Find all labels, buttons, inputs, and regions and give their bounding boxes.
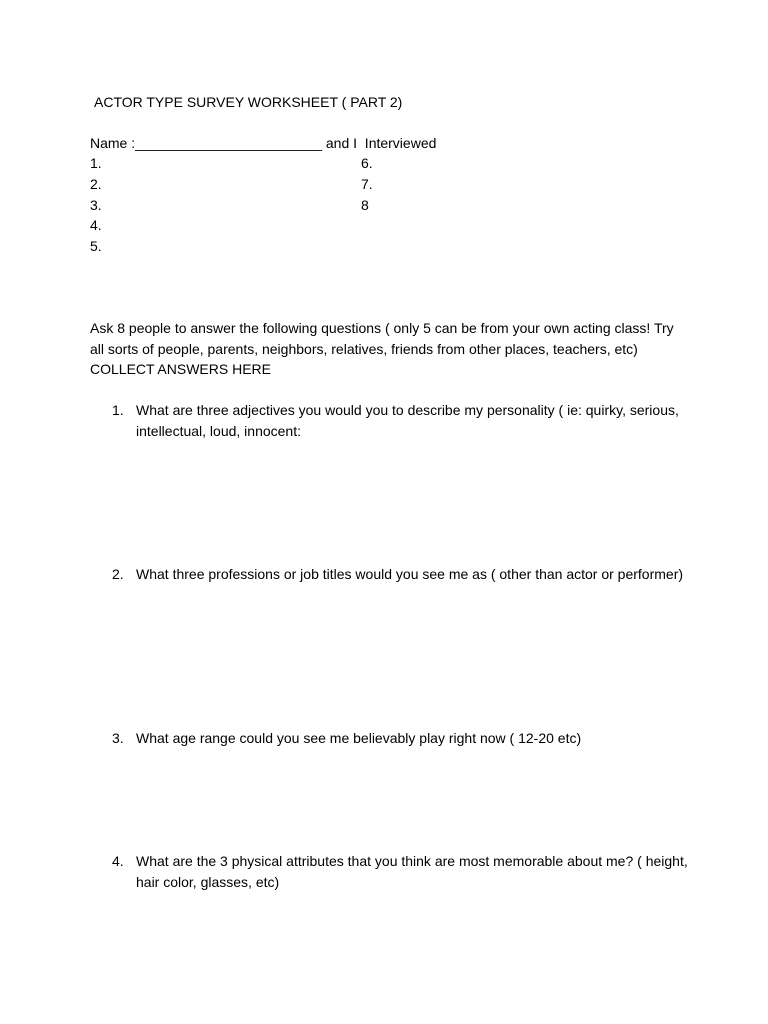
question-number: 4. <box>112 853 124 869</box>
interviewee-number: 7. <box>361 176 373 192</box>
interviewee-number: 2. <box>90 176 102 192</box>
worksheet-title: ACTOR TYPE SURVEY WORKSHEET ( PART 2) <box>94 94 403 110</box>
question-text: What age range could you see me believably play right now ( 12-20 etc) <box>136 730 582 746</box>
name-line: Name :________________________ and I Interviewed <box>90 135 437 151</box>
interviewee-number: 1. <box>90 155 102 171</box>
question-number: 2. <box>112 566 124 582</box>
interviewee-number: 8 <box>361 197 369 213</box>
question-text: What are the 3 physical attributes that you think are most memorable about me? ( height, hair color, glasses, etc) <box>136 853 688 890</box>
interviewee-number: 4. <box>90 217 102 233</box>
interviewee-number: 5. <box>90 238 102 254</box>
survey-instructions: Ask 8 people to answer the following questions ( only 5 can be from your own acting class! Try all sorts of people, parents, neighbors, relatives, friends from other places, teachers, etc) COLLECT ANSWERS HERE <box>90 320 674 377</box>
interviewee-number: 3. <box>90 197 102 213</box>
question-number: 3. <box>112 730 124 746</box>
question-text: What are three adjectives you would you to describe my personality ( ie: quirky, serious, intellectual, loud, innocent: <box>136 402 679 439</box>
question-number: 1. <box>112 402 124 418</box>
interviewee-number: 6. <box>361 155 373 171</box>
question-text: What three professions or job titles would you see me as ( other than actor or performer) <box>136 566 684 582</box>
